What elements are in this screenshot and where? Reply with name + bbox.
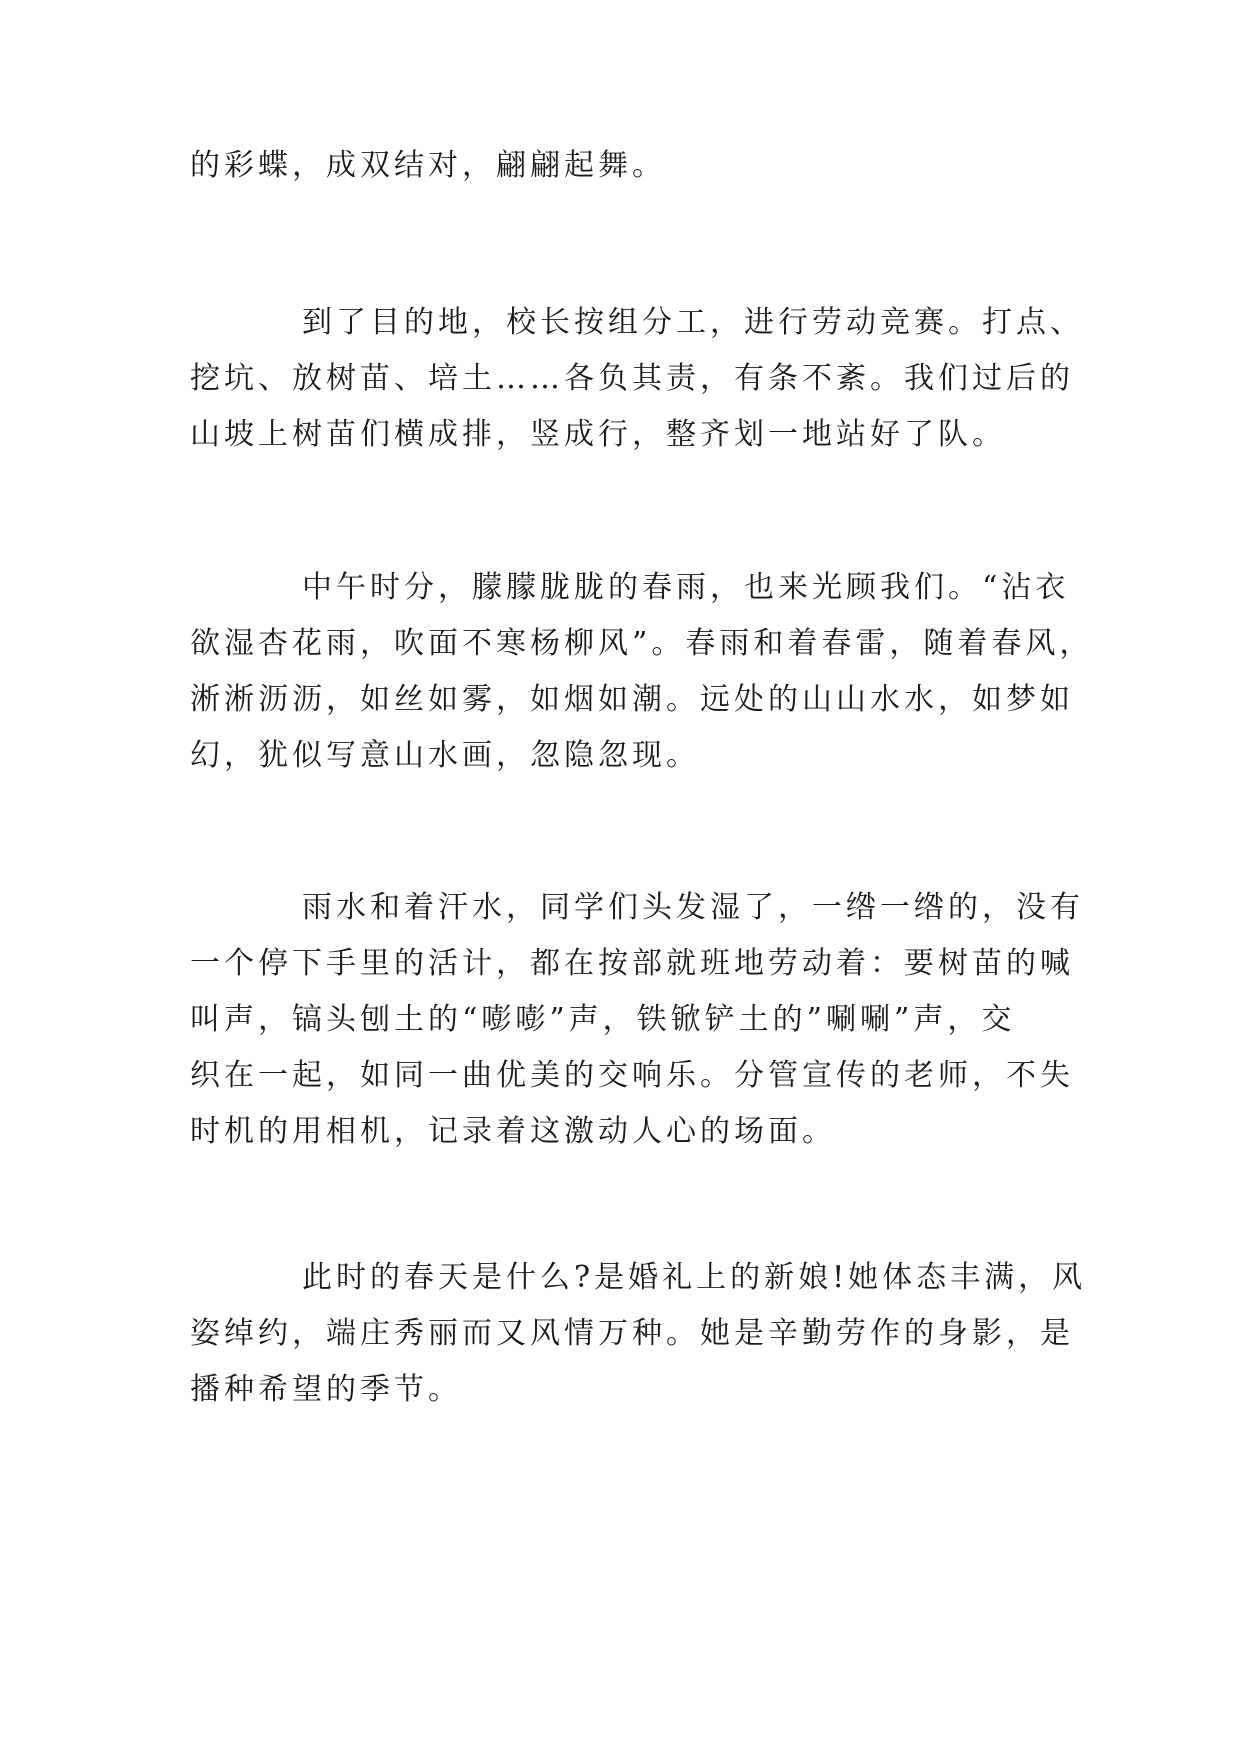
- paragraph-4: [190, 880, 1084, 1160]
- paragraph-line: 到了目的地，校长按组分工，进行劳动竞赛。打点、: [302, 305, 1084, 340]
- paragraph-line: 时机的用相机，记录着这激动人心的场面。: [190, 1114, 836, 1149]
- paragraph-line: 的彩蝶，成双结对，翩翩起舞。: [190, 148, 666, 183]
- paragraph-line: 此时的春天是什么?是婚礼上的新娘!她体态丰满，风: [302, 1260, 1087, 1295]
- paragraph-line: 一个停下手里的活计，都在按部就班地劳动着：要树苗的喊: [190, 946, 1074, 981]
- paragraph-line: 播种希望的季节。: [190, 1372, 462, 1407]
- paragraph-line: 欲湿杏花雨，吹面不寒杨柳风”。春雨和着春雷，随着春风，: [190, 626, 1094, 661]
- paragraph-5: [190, 1250, 1087, 1418]
- paragraph-line: 淅淅沥沥，如丝如雾，如烟如潮。远处的山山水水，如梦如: [190, 682, 1074, 717]
- paragraph-line: 挖坑、放树苗、培土……各负其责，有条不紊。我们过后的: [190, 361, 1074, 396]
- paragraph-line: 叫声，镐头刨土的“嘭嘭”声，铁锨铲土的”唰唰”声，交: [190, 1002, 1016, 1037]
- paragraph-line: 中午时分，朦朦胧胧的春雨，也来光顾我们。“沾衣: [302, 570, 1070, 605]
- paragraph-line: 雨水和着汗水，同学们头发湿了，一绺一绺的，没有: [302, 890, 1084, 925]
- paragraph-line: 山坡上树苗们横成排，竖成行，整齐划一地站好了队。: [190, 417, 1006, 452]
- paragraph-1: [190, 138, 1070, 194]
- paragraph-2: [190, 295, 1084, 463]
- paragraph-line: 幻，犹似写意山水画，忽隐忽现。: [190, 738, 700, 773]
- paragraph-3: [190, 560, 1094, 784]
- paragraph-line: 织在一起，如同一曲优美的交响乐。分管宣传的老师，不失: [190, 1058, 1074, 1093]
- paragraph-line: 姿绰约，端庄秀丽而又风情万种。她是辛勤劳作的身影，是: [190, 1316, 1074, 1351]
